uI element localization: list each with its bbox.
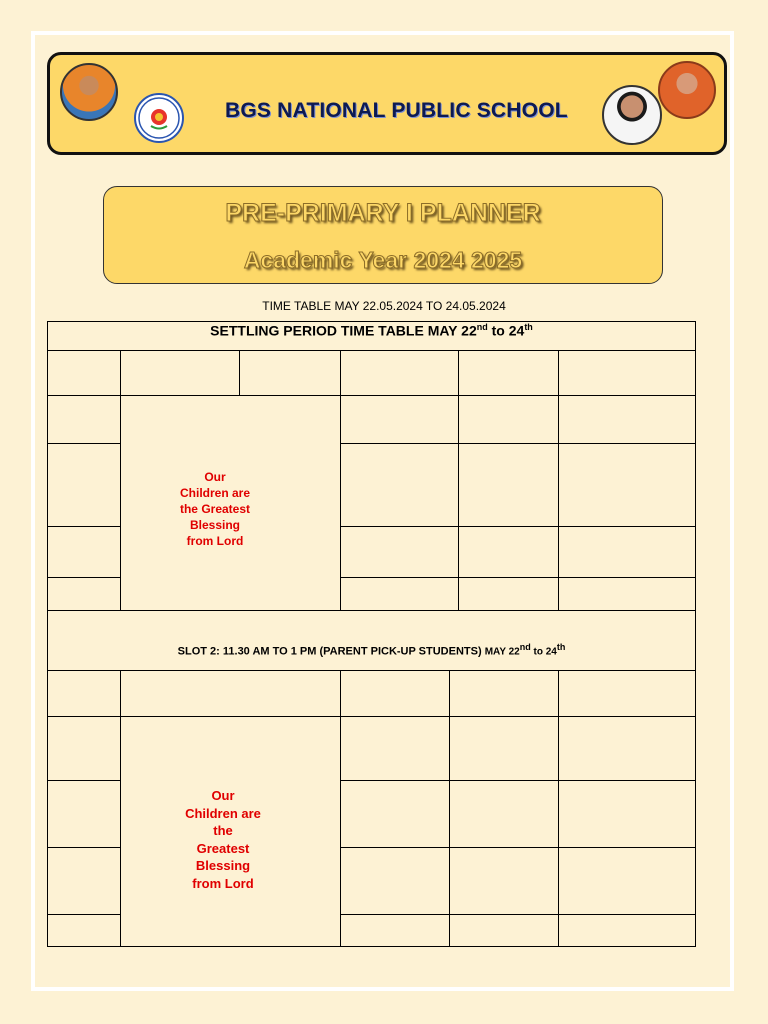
quote-line: Blessing: [189, 518, 240, 532]
quote-line: from Lord: [192, 875, 254, 891]
academic-year: Academic Year 2024 2025: [243, 247, 523, 273]
slot1-title: [47, 322, 696, 339]
slot1-sup-th: th: [524, 322, 533, 332]
quote-line: Children are: [185, 805, 261, 821]
slot2-quote: [158, 787, 288, 893]
quote-line: the: [213, 823, 233, 839]
slot2-sup-nd: nd: [519, 642, 531, 652]
slot2-title-main: SLOT 2: 11.30 AM TO 1 PM (PARENT PICK-UP STUDENTS): [177, 645, 485, 658]
quote-line: Our: [211, 788, 235, 803]
slot1-quote: [150, 469, 280, 549]
timetable-title: TIME TABLE MAY 22.05.2024 TO 24.05.2024: [262, 299, 506, 313]
slot1-title-mid: to 24: [487, 322, 525, 339]
quote-line: Blessing: [195, 858, 251, 874]
quote-line: from Lord: [186, 534, 244, 548]
slot1-sup-nd: nd: [476, 322, 488, 332]
quote-line: Children are: [179, 486, 251, 500]
school-name: BGS NATIONAL PUBLIC SCHOOL: [225, 99, 568, 122]
slot2-title-date: MAY 22: [484, 646, 520, 658]
quote-line: Greatest: [196, 840, 250, 856]
quote-line: Our: [204, 470, 226, 484]
quote-line: the Greatest: [179, 502, 251, 516]
slot1-title-main: SETTLING PERIOD TIME TABLE MAY 22: [210, 322, 477, 339]
slot2-sup-th: th: [556, 642, 566, 652]
slot2-title: [47, 642, 696, 658]
planner-title: PRE-PRIMARY I PLANNER: [225, 199, 541, 227]
slot2-title-mid: to 24: [530, 646, 557, 658]
